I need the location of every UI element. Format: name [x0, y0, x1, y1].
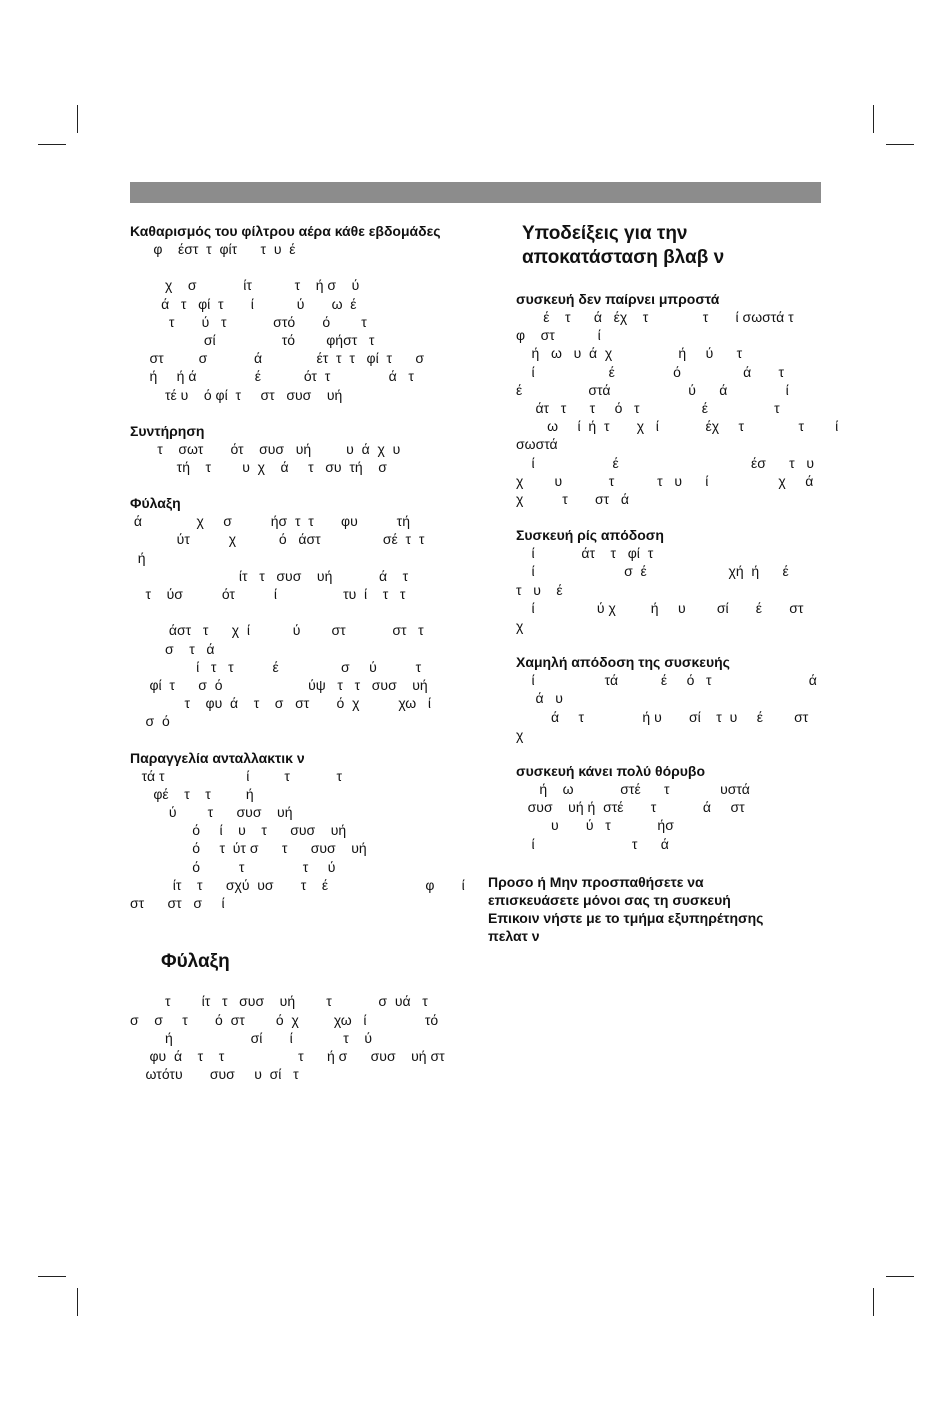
body-line: φ στ ί: [516, 327, 601, 344]
section-spare-parts: [130, 749, 465, 913]
body-line: ή: [130, 549, 146, 566]
body-line: σ ό: [130, 713, 170, 730]
fylaxi-title: Φύλαξη: [161, 951, 230, 973]
section-no-performance: [516, 526, 823, 635]
body-line: ί έ ό ά τ: [516, 363, 785, 380]
body-line: τ ύσ ότ ί τυ ί τ τ: [130, 586, 406, 603]
section-heading: Συσκευή ρίς απόδοση: [516, 527, 664, 544]
body-line: ό ί υ τ συσ υή: [130, 822, 347, 839]
troubleshooting-title-line: Υποδείξεις για την: [522, 223, 688, 244]
section-low-performance: [516, 653, 823, 744]
body-line: ό τ ύτ σ τ συσ υή: [130, 840, 367, 857]
crop-mark-bottom-right-vertical: [873, 1288, 874, 1316]
body-line: ί τ ά: [516, 835, 669, 852]
body-line: χ σ ίτ τ ή σ ύ: [130, 277, 360, 294]
section-air-filter: [130, 222, 450, 404]
crop-mark-top-right-horizontal: [886, 144, 914, 145]
section-heading: Παραγγελία ανταλλακτικ ν: [130, 749, 305, 766]
body-line: ό τ τ ύ: [130, 858, 336, 875]
body-line: τ υ έ: [516, 581, 563, 598]
section-heading: συσκευή κάνει πολύ θόρυβο: [516, 763, 706, 780]
section-heading: συσκευή δεν παίρνει μπροστά: [516, 291, 720, 307]
body-line: τ φυ ά τ σ στ ό χ χω ί: [130, 695, 431, 712]
crop-mark-top-right-vertical: [873, 105, 874, 133]
right-column: [488, 222, 839, 945]
section-heading: Φύλαξη: [130, 495, 181, 512]
note-line: Επικοιν νήστε με το τμήμα εξυπηρέτησης: [488, 909, 764, 926]
body-line: ίτ τ σχύ υσ τ έ φ ί: [130, 876, 465, 893]
body-line: ί σ έ χή ή έ: [516, 563, 789, 580]
body-line: άστ τ χ ί ύ στ στ τ: [130, 622, 424, 639]
body-line: [130, 258, 450, 276]
note-line: πελατ ν: [488, 927, 540, 944]
body-line: άτ τ τ ό τ έ τ: [516, 400, 780, 417]
body-line: συσ υή ή στέ τ ά στ: [516, 799, 745, 816]
section-heading: Χαμηλή απόδοση της συσκευής: [516, 654, 730, 671]
body-line: ί άτ τ φί τ: [516, 545, 654, 562]
crop-mark-bottom-left-vertical: [77, 1288, 78, 1316]
body-line: ή ω στέ τ υστά: [516, 781, 750, 798]
header-bar: [130, 182, 821, 203]
body-line: σ σ τ ό στ ό χ χω ί τό: [130, 1011, 439, 1028]
body-line: χ: [516, 618, 524, 635]
body-line: τ σωτ ότ συσ υή υ ά χ υ: [130, 440, 401, 457]
section-storage: [130, 494, 450, 730]
section-fylaxi: [130, 950, 450, 1083]
left-column: [130, 222, 465, 1083]
body-line: ί τά έ ό τ ά: [516, 672, 817, 689]
body-line: ύ τ συσ υή: [130, 804, 293, 821]
body-line: έ στά ύ ά ί: [516, 381, 789, 398]
body-line: ή σί ί τ ύ: [130, 1029, 372, 1046]
body-line: σί τό φήστ τ: [130, 332, 375, 349]
body-line: χ υ τ τ υ ί χ ά: [516, 472, 814, 489]
body-line: ί ύ χ ή υ σί έ στ: [516, 599, 804, 616]
body-line: φ έστ τ φίτ τ υ έ: [130, 241, 296, 257]
body-line: ά τ ή υ σί τ υ έ στ: [516, 708, 809, 725]
crop-mark-top-left-horizontal: [38, 144, 66, 145]
body-line: ίτ τ συσ υή ά τ: [130, 567, 409, 584]
body-line: στ στ σ ί: [130, 895, 225, 912]
body-line: ύτ χ ό άστ σέ τ τ: [130, 531, 425, 548]
body-line: [130, 603, 450, 621]
crop-mark-top-left-vertical: [77, 105, 78, 133]
body-line: ί τ τ έ σ ύ τ: [130, 658, 422, 675]
body-line: φέ τ τ ή: [130, 785, 254, 802]
body-line: τ ίτ τ συσ υή τ σ υά τ: [130, 993, 428, 1010]
body-line: ή ω υ ά χ ή ύ τ: [516, 345, 743, 362]
body-line: ωτότυ συσ υ σί τ: [130, 1066, 299, 1083]
body-line: έ τ ά έχ τ τ ί σωστά τ: [516, 309, 794, 325]
body-line: χ τ στ ά: [516, 491, 629, 508]
body-line: τέ υ ό φί τ στ συσ υή: [130, 386, 343, 403]
section-noisy: [516, 762, 823, 853]
body-line: φί τ σ ό ύψ τ τ συσ υή: [130, 677, 428, 694]
body-line: τ ύ τ στό ό τ: [130, 313, 367, 330]
body-line: σ τ ά: [130, 640, 215, 657]
body-line: χ: [516, 726, 524, 743]
crop-mark-bottom-right-horizontal: [886, 1276, 914, 1277]
section-maintenance: [130, 422, 450, 476]
body-line: ή ή ά έ ότ τ ά τ: [130, 368, 414, 385]
note-line: Προσο ή Μην προσπαθήσετε να: [488, 873, 704, 890]
body-line: στ σ ά έτ τ τ φί τ σ: [130, 350, 425, 367]
body-line: σωστά: [516, 436, 558, 453]
body-line: ά χ σ ήσ τ τ φυ τή: [130, 513, 410, 530]
section-heading: Συντήρηση: [130, 422, 205, 439]
body-line: ά υ: [516, 690, 563, 707]
body-line: ί έ έσ τ υ: [516, 454, 815, 471]
crop-mark-bottom-left-horizontal: [38, 1276, 66, 1277]
body-line: τή τ υ χ ά τ συ τή σ: [130, 459, 387, 476]
body-line: ά τ φί τ ί ύ ω έ: [130, 295, 357, 312]
body-line: υ ύ τ ήσ: [516, 817, 674, 834]
body-line: ω ί ή τ χ ί έχ τ τ ί: [516, 418, 839, 435]
body-line: τά τ ί τ τ: [130, 767, 343, 784]
troubleshooting-title-line: αποκατάσταση βλαβ ν: [522, 247, 725, 268]
section-not-starting: [516, 290, 839, 508]
section-heading: Καθαρισμός του φίλτρου αέρα κάθε εβδομάδες: [130, 223, 441, 239]
warning-note: [488, 873, 823, 945]
note-line: επισκευάσετε μόνοι σας τη συσκευή: [488, 891, 731, 908]
body-line: φυ ά τ τ τ ή σ συσ υή στ: [130, 1047, 445, 1064]
